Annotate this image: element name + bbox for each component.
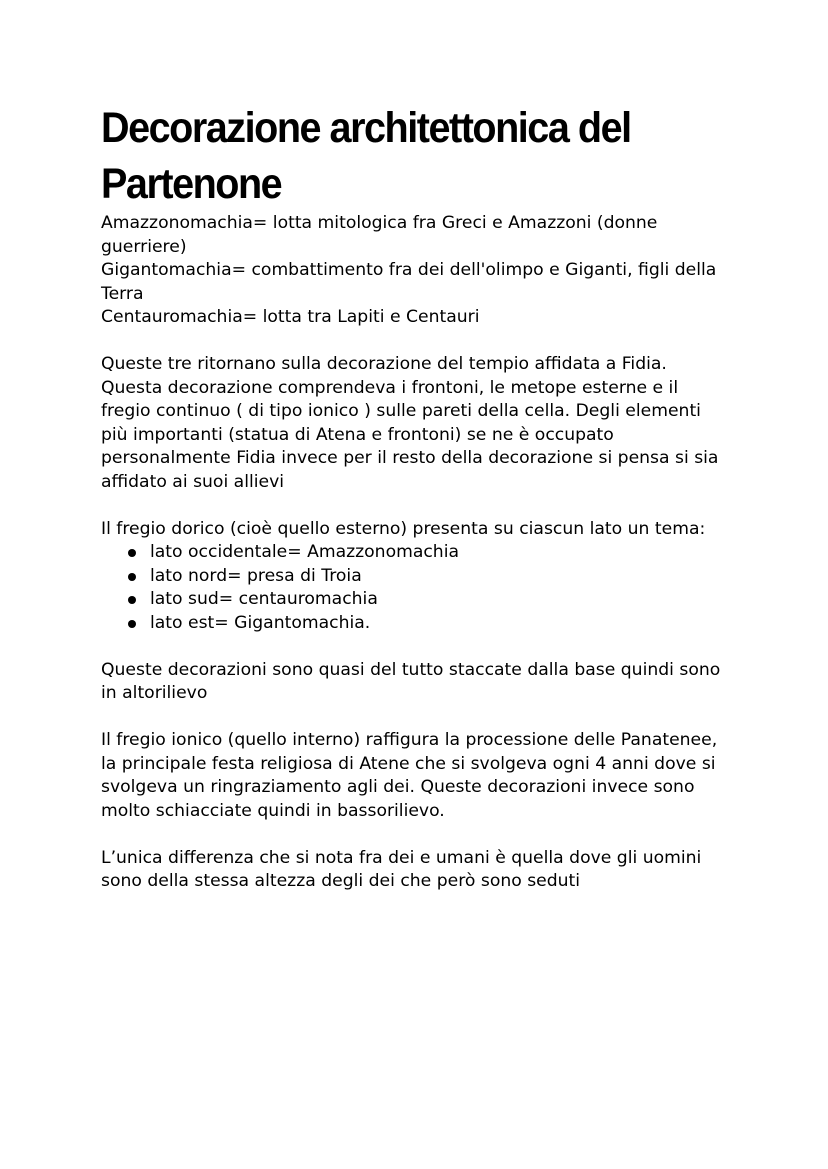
list-item-text: lato nord= presa di Troia (150, 565, 362, 586)
spacer (101, 494, 731, 518)
list-item-text: lato occidentale= Amazzonomachia (150, 542, 460, 562)
definition-amazzonomachia: Amazzonomachia= lotta mitologica fra Greci e Amazzoni (donne guerriere) (101, 213, 658, 257)
title-line-2: Partenone (101, 160, 282, 208)
title-line-1: Decorazione architettonica del (101, 104, 631, 152)
paragraph-fregio-ionico: Il fregio ionico (quello interno) raffigura la processione delle Panatenee, la principale festa religiosa di Atene che si svolgeva ogni 4 anni dove si svolgeva un ringraziamento agli dei. Queste decorazioni invece sono molto schiacciate quindi in bassorilievo. (101, 730, 718, 821)
spacer (101, 706, 731, 730)
paragraph-differenza: L’unica differenza che si nota fra dei e umani è quella dove gli uomini sono della stessa altezza degli dei che però sono seduti (101, 847, 702, 891)
document-body (101, 212, 731, 894)
paragraph-fidia: Queste tre ritornano sulla decorazione del tempio affidata a Fidia. Questa decorazione comprendeva i frontoni, le metope esterne e il fregio continuo ( di tipo ionico ) sulle pareti della cella. Degli elementi più importanti (statua di Atena e frontoni) se ne è occupato personalmente Fidia invece per il resto della decorazione si pensa si sia affidato ai suoi allievi (101, 354, 719, 492)
spacer (101, 635, 731, 659)
definition-centauromachia: Centauromachia= lotta tra Lapiti e Centauri (101, 307, 480, 327)
spacer (101, 330, 731, 354)
paragraph-fregio-dorico: Il fregio dorico (cioè quello esterno) presenta su ciascun lato un tema: (101, 518, 706, 539)
document-title (101, 100, 736, 212)
list-item (125, 588, 731, 612)
bullet-icon (128, 549, 136, 557)
bullet-icon (128, 596, 136, 604)
list-item (125, 565, 731, 589)
list-item (125, 612, 731, 636)
spacer (101, 823, 731, 847)
list-item (125, 541, 731, 565)
bullet-icon (128, 620, 136, 628)
bullet-list (101, 541, 731, 635)
paragraph-altorilievo: Queste decorazioni sono quasi del tutto staccate dalla base quindi sono in altorilievo (101, 659, 721, 703)
definition-gigantomachia: Gigantomachia= combattimento fra dei dell'olimpo e Giganti, figli della Terra (101, 260, 717, 304)
list-item-text: lato est= Gigantomachia. (150, 612, 371, 633)
list-item-text: lato sud= centauromachia (150, 589, 378, 609)
bullet-icon (128, 573, 136, 581)
document-page (101, 100, 731, 894)
